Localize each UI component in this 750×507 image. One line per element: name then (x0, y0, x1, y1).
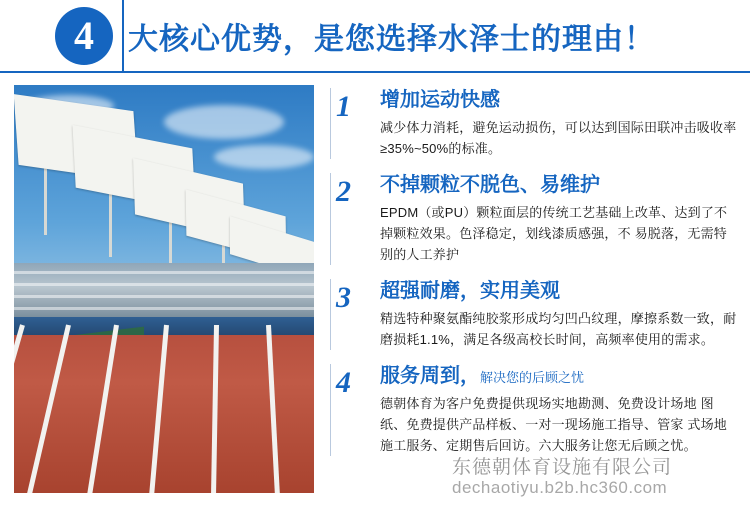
cloud-shape (164, 105, 284, 139)
watermark-company: 东德朝体育设施有限公司 (452, 457, 673, 478)
header-horizontal-rule (0, 71, 750, 73)
seat-row (14, 295, 314, 298)
lane-line (14, 324, 71, 493)
page-title: 大核心优势，是您选择水泽士的理由！ (128, 23, 655, 56)
header-vertical-rule (122, 0, 124, 72)
seat-row (14, 271, 314, 274)
feature-number: 1 (336, 90, 351, 123)
feature-title: 不掉颗粒不脱色、易维护 (380, 174, 600, 197)
lane-line (73, 325, 119, 493)
feature-body: EPDM（或PU）颗粒面层的传统工艺基础上改革、达到了不掉颗粒效果。色泽稳定，划线漆质感强，不 易脱落，无需特别的人工养护 (380, 205, 728, 263)
stadium-running-track-photo (14, 85, 314, 493)
feature-number: 4 (336, 366, 351, 400)
seat-row (14, 307, 314, 310)
feature-subtitle: 解决您的后顾之忧 (480, 370, 585, 386)
seat-row (14, 283, 314, 286)
grandstand-seating (14, 263, 314, 323)
feature-title-main: 服务周到， (380, 365, 480, 388)
feature-title: 超强耐磨，实用美观 (380, 280, 560, 303)
feature-item-2 (330, 173, 740, 265)
feature-item-4 (330, 364, 740, 456)
feature-item-1 (330, 88, 740, 159)
lane-line (266, 325, 285, 493)
canopy-mast (109, 185, 112, 257)
watermark-url: dechaotiyu.b2b.hc360.com (452, 478, 668, 497)
feature-item-3 (330, 279, 740, 350)
feature-list (330, 88, 740, 470)
lane-line (141, 325, 169, 493)
section-number-badge: 4 (55, 7, 113, 65)
red-running-track (14, 335, 314, 493)
feature-number: 3 (336, 281, 351, 315)
feature-body: 减少体力消耗，避免运动损伤，可以达到国际田联冲击吸收率≥35%~50%的标准。 (380, 120, 737, 157)
cloud-shape (214, 145, 314, 169)
lane-line (209, 325, 219, 493)
feature-body: 精选特种聚氨酯纯胶浆形成均匀凹凸纹理，摩擦系数一致，耐磨损耗1.1%，满足各级高校长时间，高频率使用的需求。 (380, 311, 737, 348)
feature-title: 增加运动快感 (380, 89, 500, 111)
lane-line (14, 324, 25, 493)
feature-title (380, 364, 740, 389)
page-header (0, 0, 750, 72)
feature-body: 德朝体育为客户免费提供现场实地勘测、免费设计场地 图纸、免费提供产品样板、一对一现场施工指导、管家 式场地施工服务、定期售后回访。六大服务让您无后顾之忧。 (380, 396, 728, 454)
feature-number: 2 (336, 175, 351, 209)
